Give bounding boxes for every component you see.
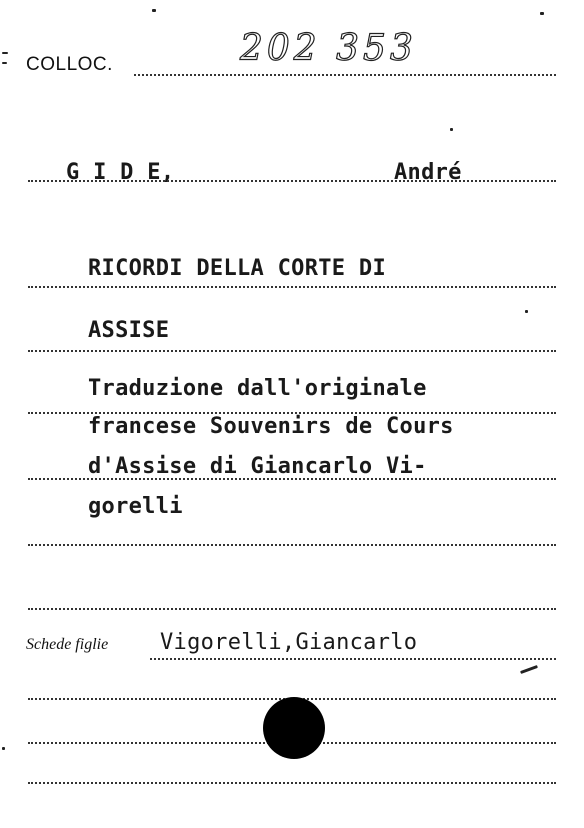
author-dotted-line xyxy=(28,180,556,182)
ink-speck xyxy=(540,12,544,15)
child-cards-dotted-line xyxy=(150,658,556,660)
ink-speck xyxy=(450,128,453,131)
ink-speck xyxy=(525,310,528,313)
ink-speck xyxy=(520,665,538,674)
child-cards-label: Schede figlie xyxy=(26,636,109,653)
punch-hole xyxy=(263,697,325,759)
child-cards-value: Vigorelli,Giancarlo xyxy=(160,630,418,655)
colloc-dotted-line xyxy=(134,74,556,76)
author-surname: G I D E, xyxy=(66,160,175,185)
title-line: RICORDI DELLA CORTE DI xyxy=(88,256,386,281)
blank-dotted-line xyxy=(28,544,556,546)
ink-speck xyxy=(152,9,156,12)
title-dotted-line xyxy=(28,286,556,288)
ink-speck xyxy=(2,62,7,64)
notes-line: Traduzione dall'originale xyxy=(88,376,427,401)
blank-dotted-line xyxy=(28,782,556,784)
notes-line: francese Souvenirs de Cours xyxy=(88,414,454,439)
notes-line: gorelli xyxy=(88,494,183,519)
blank-dotted-line xyxy=(28,608,556,610)
colloc-number: 202 353 xyxy=(240,28,417,69)
ink-speck xyxy=(2,747,5,750)
colloc-label: COLLOC. xyxy=(26,54,113,75)
title-line: ASSISE xyxy=(88,318,170,343)
ink-speck xyxy=(2,52,8,54)
author-firstname: André xyxy=(394,160,462,185)
title-dotted-line xyxy=(28,350,556,352)
notes-line: d'Assise di Giancarlo Vi- xyxy=(88,454,427,479)
